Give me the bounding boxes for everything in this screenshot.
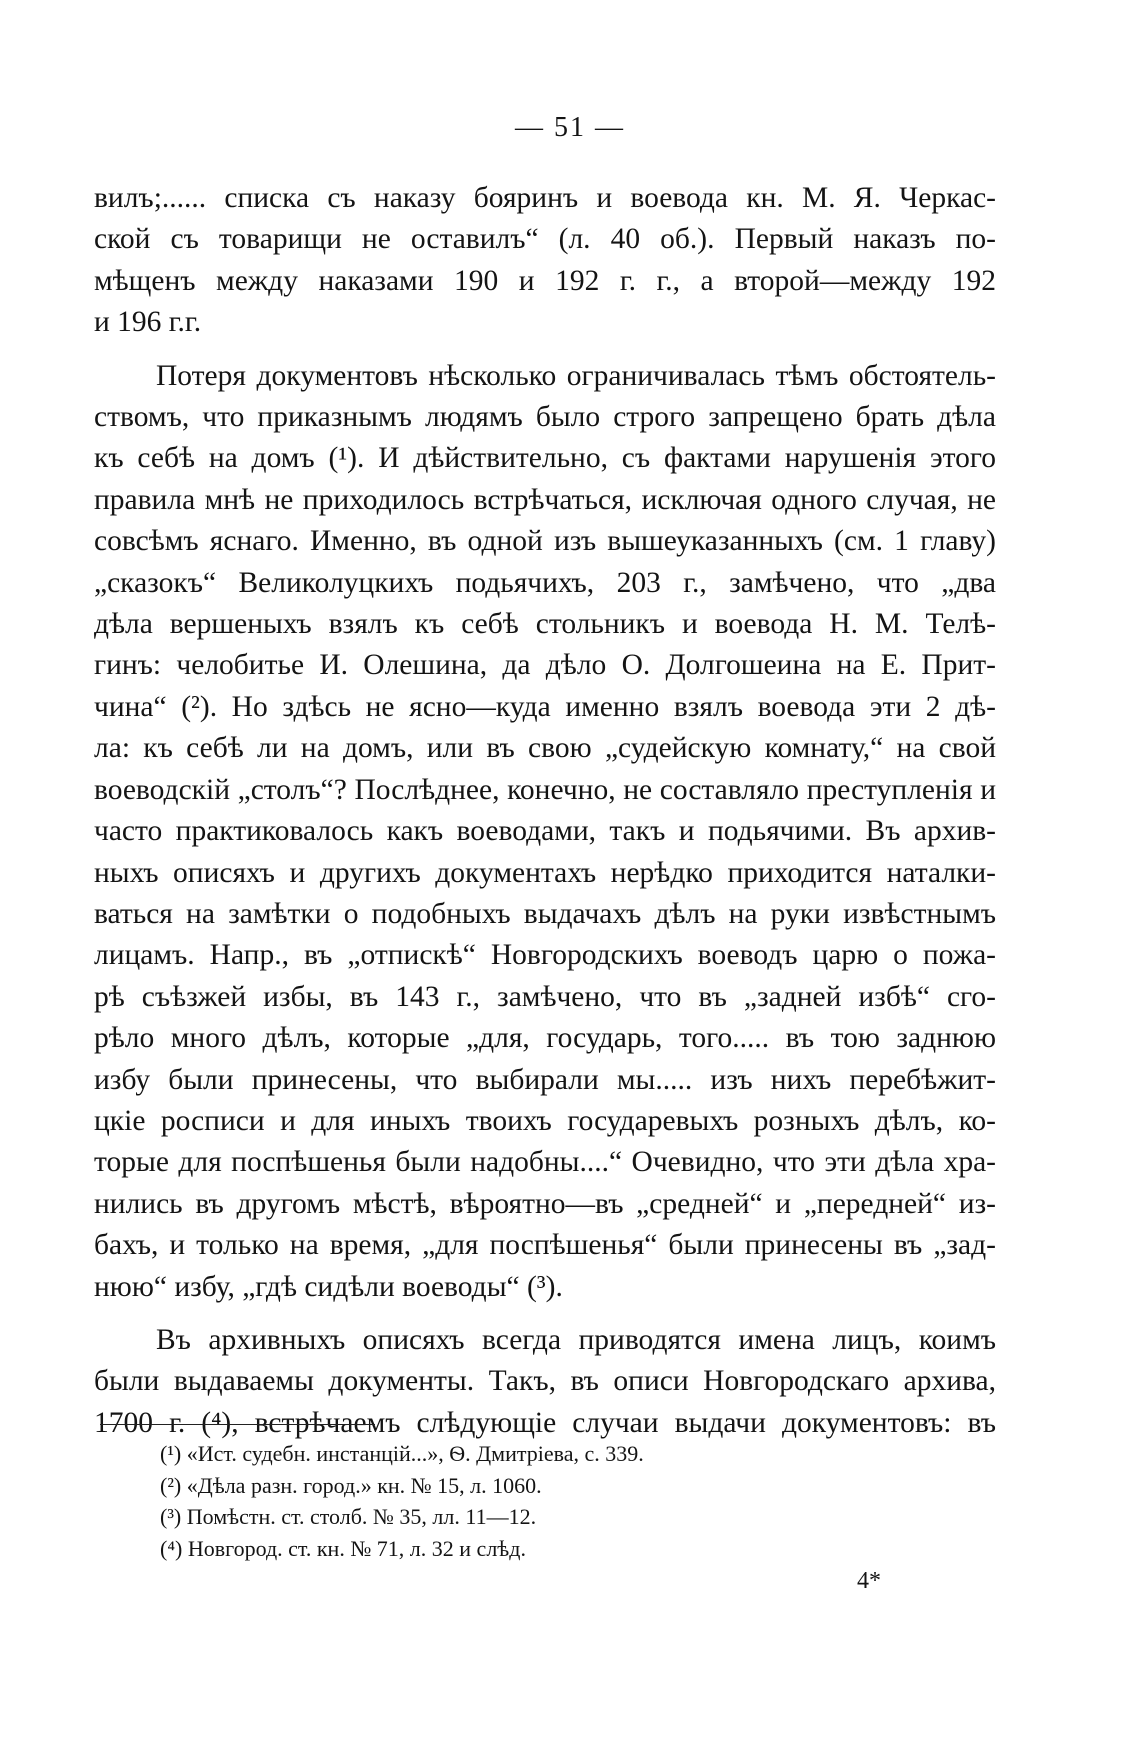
footnote: (³) Помѣстн. ст. столб. № 35, лл. 11—12. <box>160 1504 537 1529</box>
text-line: ствомъ, что приказнымъ людямъ было строго запрещено брать дѣла <box>94 401 996 434</box>
signature-mark: 4* <box>857 1568 881 1594</box>
paragraph-start-line: Въ архивныхъ описяхъ всегда приводятся имена лицъ, коимъ <box>156 1323 996 1356</box>
text-line: ла: къ себѣ ли на домъ, или въ свою „судейскую комнату,“ на свой <box>94 732 996 765</box>
text-line: были выдаваемы документы. Такъ, въ описи Новгородскаго архива, <box>94 1365 996 1398</box>
text-line: рѣ съѣзжей избы, въ 143 г., замѣчено, что въ „задней избѣ“ сго- <box>94 980 996 1013</box>
text-line: правила мнѣ не приходилось встрѣчаться, исключая одного случая, не <box>94 483 996 516</box>
text-line: 1700 г. (⁴), встрѣчаемъ слѣдующіе случаи выдачи документовъ: въ <box>94 1406 996 1439</box>
body-text <box>94 178 996 1444</box>
text-line: лицамъ. Напр., въ „отпискѣ“ Новгородскихъ воеводъ царю о пожа- <box>94 939 996 972</box>
text-line: ваться на замѣтки о подобныхъ выдачахъ дѣлъ на руки извѣстнымъ <box>94 897 996 930</box>
text-line: нюю“ избу, „гдѣ сидѣли воеводы“ (³). <box>94 1270 563 1303</box>
text-line: гинъ: челобитье И. Олешина, да дѣло О. Долгошеина на Е. Прит- <box>94 649 996 682</box>
text-line: торые для поспѣшенья были надобны....“ Очевидно, что эти дѣла хра- <box>94 1146 996 1179</box>
footnote: (²) «Дѣла разн. город.» кн. № 15, л. 1060. <box>160 1472 542 1498</box>
page-number: — 51 — <box>515 112 625 143</box>
text-line: и 196 г.г. <box>94 306 202 339</box>
footnote-divider <box>100 1424 375 1425</box>
paragraph-start-line: Потеря документовъ нѣсколько ограничивалась тѣмъ обстоятель- <box>156 359 996 392</box>
text-line: вилъ;...... списка съ наказу бояринъ и воевода кн. М. Я. Черкас- <box>94 182 996 214</box>
footnote: (¹) «Ист. судебн. инстанцій...», Ѳ. Дмитріева, с. 339. <box>160 1441 644 1466</box>
text-line: дѣла вершеныхъ взялъ къ себѣ стольникъ и воевода Н. М. Телѣ- <box>94 608 996 641</box>
text-line: часто практиковалось какъ воеводами, такъ и подьячими. Въ архив- <box>94 815 996 848</box>
text-line: цкіе росписи и для иныхъ твоихъ государевыхъ розныхъ дѣлъ, ко- <box>94 1104 996 1137</box>
text-line: рѣло много дѣлъ, которые „для, государь, того..... въ тою заднюю <box>94 1022 996 1055</box>
text-line: избу были принесены, что выбирали мы..... изъ нихъ перебѣжит- <box>94 1063 996 1096</box>
footnote: (⁴) Новгород. ст. кн. № 71, л. 32 и слѣд. <box>160 1535 526 1561</box>
text-line: бахъ, и только на время, „для поспѣшенья“ были принесены въ „зад- <box>94 1229 996 1262</box>
text-line: чина“ (²). Но здѣсь не ясно—куда именно взялъ воевода эти 2 дѣ- <box>94 690 996 723</box>
footnotes <box>160 1438 860 1564</box>
text-line: къ себѣ на домъ (¹). И дѣйствительно, съ фактами нарушенія этого <box>94 442 996 475</box>
text-line: нились въ другомъ мѣстѣ, вѣроятно—въ „средней“ и „передней“ из- <box>94 1187 996 1220</box>
text-line: „сказокъ“ Великолуцкихъ подьячихъ, 203 г., замѣчено, что „два <box>94 566 996 599</box>
text-line: мѣщенъ между наказами 190 и 192 г. г., а второй—между 192 <box>94 264 996 297</box>
text-line: ныхъ описяхъ и другихъ документахъ нерѣдко приходится наталки- <box>94 856 996 889</box>
text-line: ской съ товарищи не оставилъ“ (л. 40 об.). Первый наказъ по- <box>94 223 996 256</box>
text-line: совсѣмъ яснаго. Именно, въ одной изъ вышеуказанныхъ (см. 1 главу) <box>94 525 996 558</box>
text-line: воеводскій „столъ“? Послѣднее, конечно, не составляло преступленія и <box>94 773 996 806</box>
